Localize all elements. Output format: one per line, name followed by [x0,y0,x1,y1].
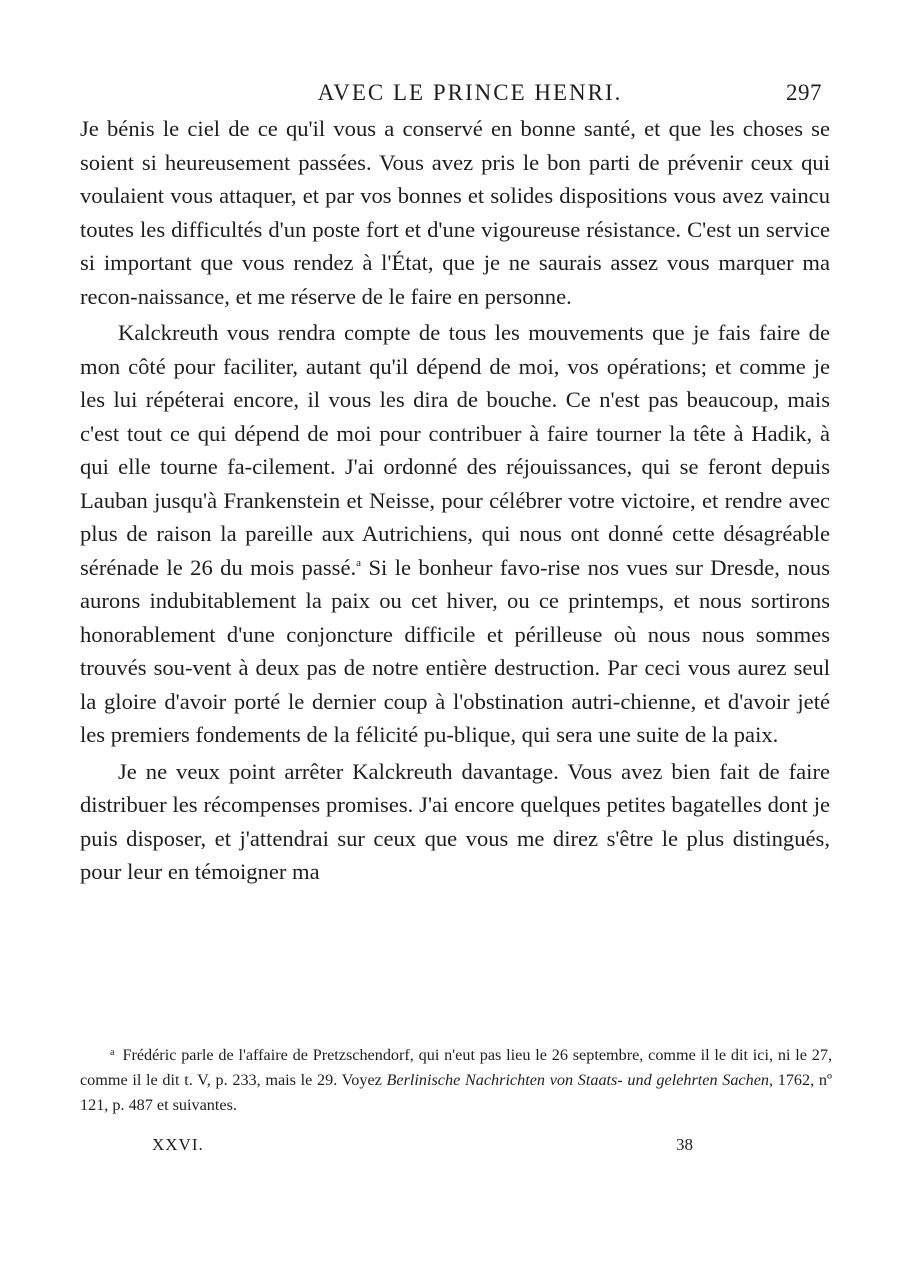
paragraph-2 [80,316,830,752]
letter-text [80,112,830,889]
paragraph-2-part-2: Si le bonheur favo-rise nos vues sur Dresde, nous aurons indubitablement la paix ou cet hiver, ou ce printemps, et nous sortirons honorablement d'une conjoncture difficile et périlleuse où nous nous sommes trouvés sou-vent à deux pas de notre entière destruction. Par ceci vous aurez seul la gloire d'avoir porté le dernier coup à l'obstination autri-chienne, et d'avoir jeté les premiers fondements de la félicité pu-blique, qui sera une suite de la paix. [80,554,830,747]
printer-signature [0,1135,900,1159]
footnote-mark: a [110,1047,115,1058]
paragraph-3: Je ne veux point arrêter Kalckreuth davantage. Vous avez bien fait de faire distribuer les récompenses promises. J'ai encore quelques petites bagatelles dont je puis disposer, et j'attendrai sur ceux que vous me direz s'être le plus distingués, pour leur en témoigner ma [80,758,830,884]
sheet-signature: 38 [676,1135,693,1154]
running-head [80,78,830,112]
footnotes [80,1043,832,1118]
page-number: 297 [786,80,822,105]
page-body [80,78,830,892]
running-title: AVEC LE PRINCE HENRI. [317,80,623,105]
footnote-reference[interactable]: a [356,556,362,569]
footnote-text-start: Frédéric parle de l'affaire de Pretzschendorf, qui n'eut pas lieu le 26 septembre, comme il le dit ici, ni le 27, comme il le dit t. V, p. 233, mais le 29. Voyez [80,1046,832,1089]
footnote-text-end: 1762, nº 121, p. 487 et suivantes. [80,1071,832,1114]
paragraph-1: Je bénis le ciel de ce qu'il vous a conservé en bonne santé, et que les choses se soient si heureusement passées. Vous avez pris le bon parti de prévenir ceux qui voulaient vous attaquer, et par vos bonnes et solides dispositions vous avez vaincu toutes les difficultés d'un poste fort et d'une vigoureuse résistance. C'est un service si important que vous rendez à l'État, que je ne saurais assez vous marquer ma recon-naissance, et me réserve de le faire en personne. [80,116,830,309]
footnote-cited-title: Berlinische Nachrichten von Staats- und gelehrten Sachen, [386,1071,774,1089]
paragraph-2-part-1: Kalckreuth vous rendra compte de tous les mouvements que je fais faire de mon côté pour faciliter, autant qu'il dépend de moi, vos opérations; et comme je les lui répéterai encore, il vous les dira de bouche. Ce n'est pas beaucoup, mais c'est tout ce qui dépend de moi pour contribuer à faire tourner la tête à Hadik, à qui elle tourne fa-cilement. J'ai ordonné des réjouissances, qui se feront depuis Lauban jusqu'à Frankenstein et Neisse, pour célébrer votre victoire, et rendre avec plus de raison la pareille aux Autrichiens, qui nous ont donné cette désagréable sérénade le 26 du mois passé. [80,320,830,580]
volume-signature: XXVI. [152,1135,204,1154]
footnote-a [80,1043,832,1118]
